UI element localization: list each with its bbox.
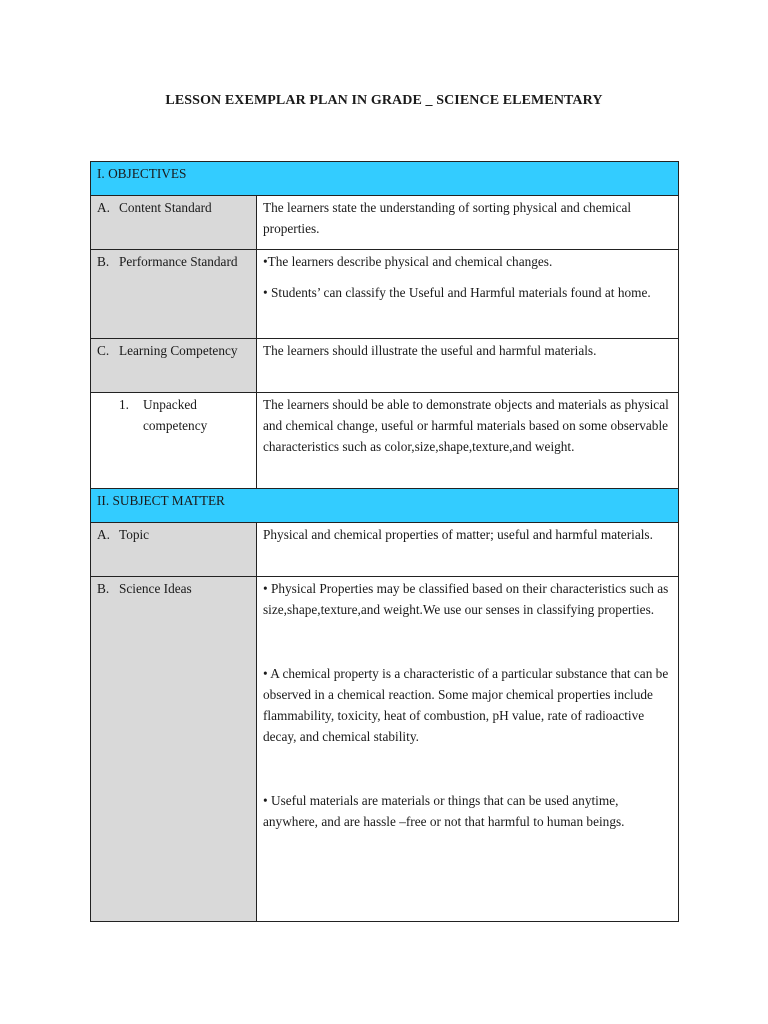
lesson-plan-table [90,161,679,922]
objectives-header-row [91,162,679,196]
science-ideas-row [91,577,679,922]
topic-text [257,523,679,577]
objectives-heading: I. OBJECTIVES [91,162,679,196]
content-standard-row [91,196,679,250]
learning-competency-paragraph: The learners should illustrate the useful and harmful materials. [263,343,597,358]
topic-number: A. [97,527,110,542]
unpacked-competency-row [91,393,679,489]
unpacked-competency-paragraph: The learners should be able to demonstrate objects and materials as physical and chemical change, useful or harmful materials based on some observable characteristics such as color,size,shape,texture,and weight. [263,397,669,454]
science-ideas-paragraph-2: • A chemical property is a characteristic of a particular substance that can be observed in a chemical reaction. Some major chemical properties include flammability, toxicity, heat of combustion, pH value, rate of radioactive decay, and chemical stability. [263,666,669,744]
subject-matter-heading: II. SUBJECT MATTER [91,489,679,523]
science-ideas-number: B. [97,581,110,596]
content-standard-text [257,196,679,250]
science-ideas-paragraph-1: • Physical Properties may be classified based on their characteristics such as size,shape,texture,and weight.We use our senses in classifying properties. [263,581,669,617]
content-standard-number: A. [97,200,110,215]
topic-paragraph: Physical and chemical properties of matter; useful and harmful materials. [263,527,653,542]
learning-competency-text [257,339,679,393]
unpacked-competency-label-cell [91,393,257,489]
science-ideas-text [257,577,679,922]
content-standard-paragraph: The learners state the understanding of sorting physical and chemical properties. [263,200,632,236]
content-standard-label: Content Standard [119,200,212,215]
unpacked-competency-text [257,393,679,489]
performance-standard-label: Performance Standard [119,254,238,269]
topic-row [91,523,679,577]
learning-competency-row [91,339,679,393]
performance-standard-text [257,250,679,339]
performance-standard-row [91,250,679,339]
performance-standard-label-cell [91,250,257,339]
performance-standard-paragraph-2: • Students’ can classify the Useful and Harmful materials found at home. [263,285,651,300]
learning-competency-label: Learning Competency [119,343,238,358]
document-title: LESSON EXEMPLAR PLAN IN GRADE _ SCIENCE ELEMENTARY [165,93,603,108]
performance-standard-paragraph-1: •The learners describe physical and chemical changes. [263,254,553,269]
performance-standard-number: B. [97,254,110,269]
topic-label: Topic [119,527,150,542]
topic-label-cell [91,523,257,577]
science-ideas-paragraph-3: • Useful materials are materials or things that can be used anytime, anywhere, and are hassle –free or not that harmful to human beings. [263,793,625,829]
learning-competency-number: C. [97,343,110,358]
unpacked-competency-label: Unpacked competency [143,397,208,433]
unpacked-competency-number: 1. [119,397,129,412]
content-standard-label-cell [91,196,257,250]
science-ideas-label: Science Ideas [119,581,192,596]
science-ideas-label-cell [91,577,257,922]
subject-matter-header-row [91,489,679,523]
learning-competency-label-cell [91,339,257,393]
